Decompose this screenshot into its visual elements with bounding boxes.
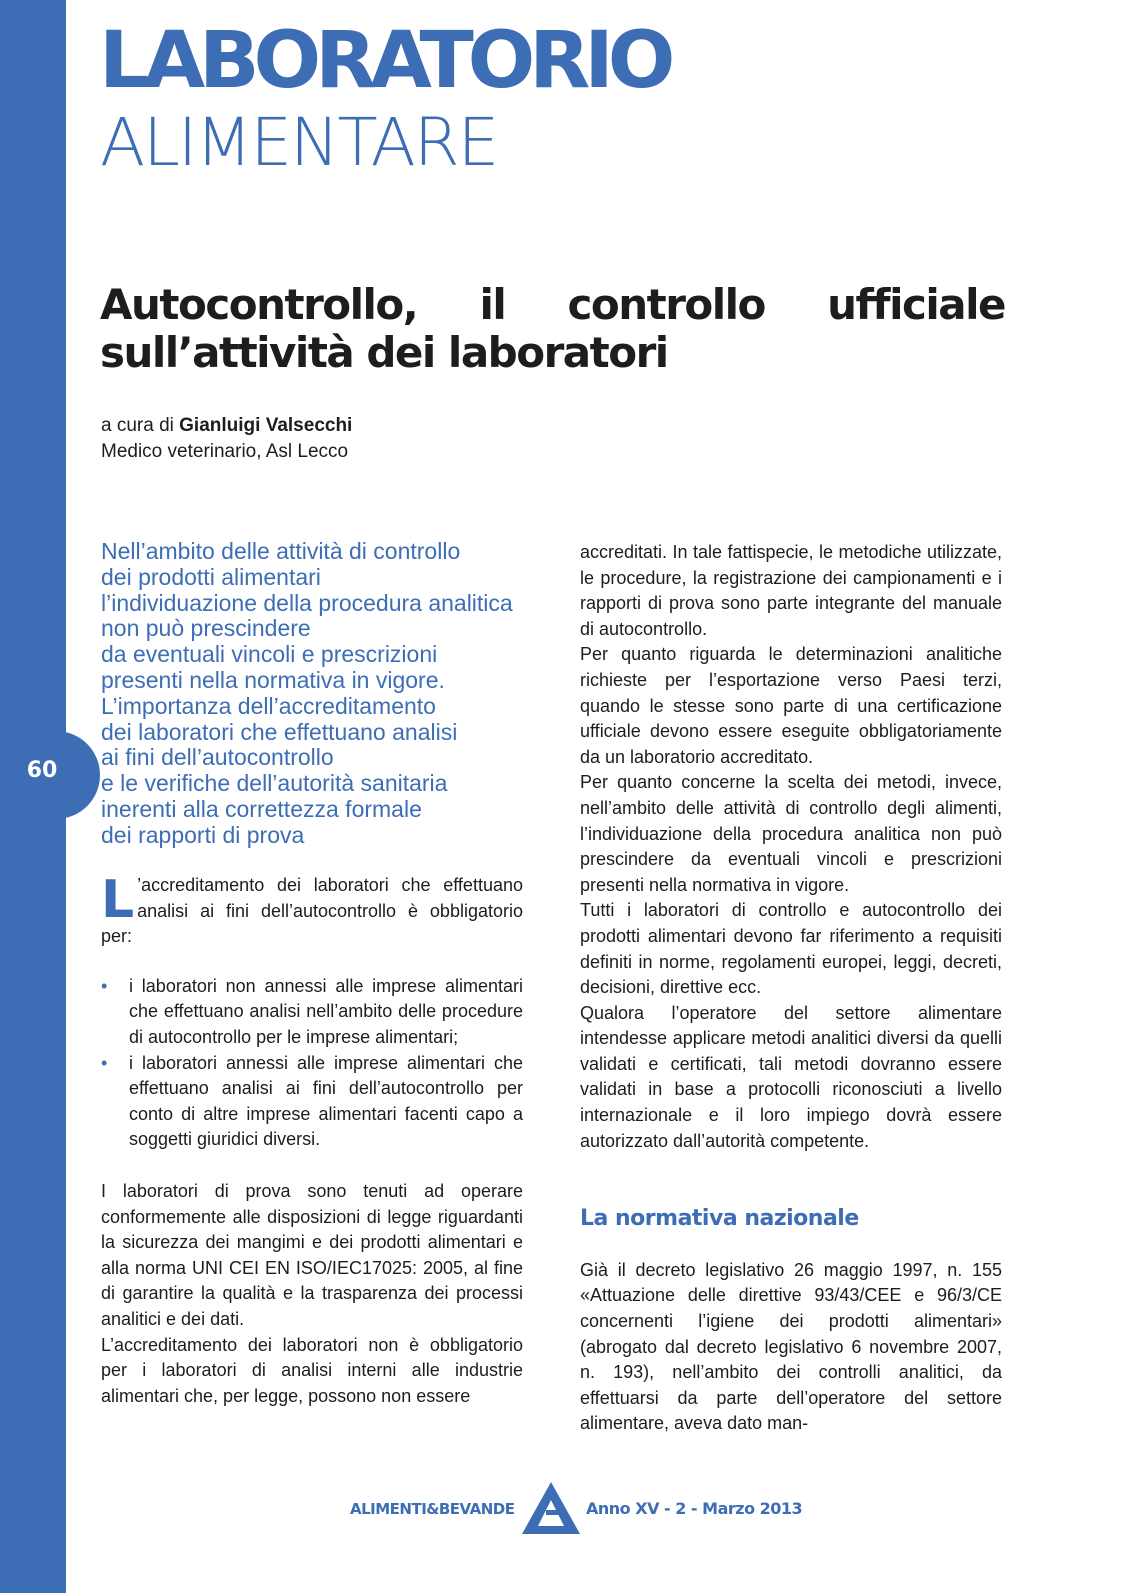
- body-paragraph: L’accreditamento dei laboratori non è obbligatorio per i laboratori di analisi interni alle industrie alimentari che, per legge, possono non essere: [101, 1334, 523, 1406]
- lead-line: dei rapporti di prova: [101, 821, 305, 848]
- column-left: [101, 870, 523, 1409]
- lead-line: ai fini dell’autocontrollo: [101, 744, 334, 771]
- lead-paragraph: [101, 539, 541, 849]
- lead-line: L’importanza dell’accreditamento: [101, 692, 436, 719]
- body-paragraph: Tutti i laboratori di controllo e autocontrollo dei prodotti alimentari devono far riferimento a requisiti definiti in norme, regolamenti europei, leggi, decreti, decisioni, direttive ecc.: [580, 900, 1002, 998]
- dropcap: L: [101, 870, 135, 930]
- byline-prefix: a cura di: [101, 415, 180, 436]
- lead-line: dei prodotti alimentari: [101, 563, 321, 590]
- lead-line: dei laboratori che effettuano analisi: [101, 718, 458, 745]
- list-item-text: i laboratori non annessi alle imprese alimentari che effettuano analisi nell’ambito delle procedure di autocontrollo per le imprese alimentari;: [129, 975, 523, 1047]
- body-paragraph: Già il decreto legislativo 26 maggio 1997, n. 155 «Attuazione delle direttive 93/43/CEE e 96/3/CE concernenti l’igiene dei prodotti alimentari» (abrogato dal decreto legislativo 6 novembre 2007, n. 193), nell’ambito dei controlli analitici, da effettuarsi da parte dell’operatore del settore alimentare, aveva dato man-: [580, 1259, 1002, 1434]
- list-item-text: i laboratori annessi alle imprese alimentari che effettuano analisi ai fini dell’autocontrollo per conto di altre imprese alimentari facenti capo a soggetti giuridici diversi.: [129, 1052, 523, 1150]
- body-paragraph: I laboratori di prova sono tenuti ad operare conformemente alle disposizioni di legge riguardanti la sicurezza dei mangimi e dei prodotti alimentari e alla norma UNI CEI EN ISO/IEC17025: 2005, al fine di garantire la qualità e la trasparenza dei processi analitici e dei dati.: [101, 1180, 523, 1329]
- bullet-icon: •: [101, 1052, 108, 1073]
- byline: [101, 413, 352, 465]
- issue-info: Anno XV - 2 - Marzo 2013: [586, 1499, 803, 1518]
- section-subheading: La normativa nazionale: [580, 1206, 859, 1232]
- lead-line: inerenti alla correttezza formale: [101, 795, 422, 822]
- page-footer: [0, 1480, 1121, 1540]
- intro-paragraph: [101, 870, 523, 950]
- lead-line: Nell’ambito delle attività di controllo: [101, 538, 461, 564]
- page-number: 60: [26, 758, 58, 783]
- article-headline: [100, 281, 1005, 377]
- body-paragraph: Qualora l’operatore del settore alimentare intendesse applicare metodi analitici diversi da quelli validati e certificati, tali metodi dovranno essere validati in base a protocolli riconosciuti a livello internazionale e il loro impiego dovrà essere autorizzato dall’autorità competente.: [580, 1002, 1002, 1151]
- headline-line-2: sull’attività dei laboratori: [100, 328, 668, 377]
- author-affiliation: Medico veterinario, Asl Lecco: [101, 441, 349, 462]
- lead-line: e le verifiche dell’autorità sanitaria: [101, 770, 448, 797]
- author-name: Gianluigi Valsecchi: [179, 415, 353, 436]
- headline-line-1: Autocontrollo, il controllo ufficiale: [100, 280, 1005, 329]
- magazine-name: ALIMENTI&BEVANDE: [350, 1500, 515, 1518]
- list-item: [101, 974, 523, 1051]
- bullet-icon: •: [101, 975, 108, 996]
- lead-line: da eventuali vincoli e prescrizioni: [101, 641, 438, 668]
- bullet-list: [101, 974, 523, 1153]
- column-right: [580, 540, 1002, 1437]
- lead-line: l’individuazione della procedura analitica: [101, 589, 513, 616]
- list-item: [101, 1051, 523, 1153]
- body-paragraph: Per quanto concerne la scelta dei metodi, invece, nell’ambito delle attività di controllo degli alimenti, l’individuazione della procedura analitica non può prescindere da eventuali vincoli e prescrizioni presenti nella normativa in vigore.: [580, 772, 1002, 895]
- lead-line: non può prescindere: [101, 615, 311, 642]
- section-subtitle: ALIMENTARE: [100, 104, 498, 181]
- body-paragraph: Per quanto riguarda le determinazioni analitiche richieste per l’esportazione verso Paesi terzi, quando le stesse sono parte di una certificazione ufficiale devono essere eseguite obbligatoriamente da un laboratorio accreditato.: [580, 644, 1002, 767]
- intro-text: ’accreditamento dei laboratori che effettuano analisi ai fini dell’autocontrollo è obbligatorio per:: [101, 875, 523, 947]
- section-title: LABORATORIO: [99, 16, 670, 106]
- triangle-logo-icon: [520, 1480, 582, 1536]
- lead-line: presenti nella normativa in vigore.: [101, 666, 445, 693]
- body-paragraph: accreditati. In tale fattispecie, le metodiche utilizzate, le procedure, la registrazione dei campionamenti e i rapporti di prova sono parte integrante del manuale di autocontrollo.: [580, 542, 1002, 639]
